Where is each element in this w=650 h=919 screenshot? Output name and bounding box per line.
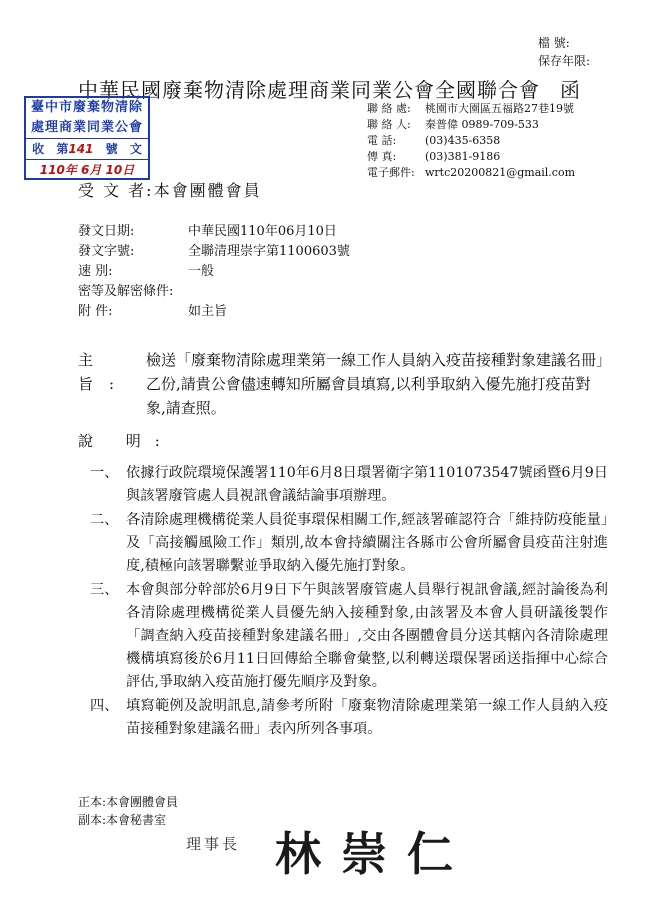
original-value: 本會團體會員 bbox=[106, 795, 179, 809]
retention-label: 保存年限: bbox=[537, 54, 590, 68]
subject bbox=[78, 348, 608, 420]
item-text: 各清除處理機構從業人員從事環保相關工作,經該署確認符合「維持防疫能量」及「高接觸風險工作」類別,故本會持續關注各縣市公會所屬會員疫苗注射進度,積極向該署聯繫並爭取納入優先施打對象。 bbox=[126, 512, 608, 574]
file-no-label: 檔 號: bbox=[537, 36, 570, 50]
address-label: 聯 絡 處: bbox=[367, 102, 411, 115]
stamp-no-value: 141 bbox=[68, 142, 94, 156]
explanation-list bbox=[90, 462, 608, 742]
item-number: 二、 bbox=[90, 512, 119, 528]
explanation-item bbox=[90, 509, 608, 578]
meta-value: 全聯清理崇字第1100603號 bbox=[188, 244, 350, 259]
fax-label: 傳 真: bbox=[367, 150, 397, 163]
stamp-line2: 處理商業同業公會 bbox=[30, 120, 143, 135]
explanation-item bbox=[90, 579, 608, 694]
meta-value: 一般 bbox=[188, 264, 215, 279]
person-label: 聯 絡 人: bbox=[367, 118, 411, 131]
stamp-number-row bbox=[26, 138, 148, 159]
phone-label: 電 話: bbox=[367, 134, 397, 147]
contact-block bbox=[367, 101, 575, 181]
item-number: 一、 bbox=[90, 465, 119, 481]
meta-label: 附 件: bbox=[78, 304, 113, 319]
item-text: 依據行政院環境保護署110年6月8日環署衛字第1101073547號函暨6月9日與該署廢管處人員視訊會議結論事項辦理。 bbox=[126, 465, 608, 504]
recipient-label: 受 文 者: bbox=[78, 181, 154, 200]
meta-row bbox=[78, 282, 350, 302]
explanation-item bbox=[90, 695, 608, 741]
item-number: 三、 bbox=[90, 582, 119, 598]
subject-text: 檢送「廢棄物清除處理業第一線工作人員納入疫苗接種對象建議名冊」乙份,請貴公會儘速轉知所屬會員填寫,以利爭取納入優先施打疫苗對象,請查照。 bbox=[146, 351, 604, 417]
explanation-label: 說 明: bbox=[78, 432, 174, 450]
person-value: 秦普偉 0989-709-533 bbox=[425, 118, 539, 131]
recipient-value: 本會團體會員 bbox=[153, 181, 262, 200]
meta-label: 發文日期: bbox=[78, 224, 135, 239]
item-number: 四、 bbox=[90, 698, 119, 714]
org-name: 中華民國廢棄物清除處理商業同業公會全國聯合會 bbox=[78, 78, 540, 102]
distribution bbox=[78, 793, 178, 829]
stamp-line1: 臺中市廢棄物清除 bbox=[30, 100, 143, 115]
file-meta bbox=[538, 34, 590, 70]
meta-value: 如主旨 bbox=[188, 304, 228, 319]
stamp-no-suffix: 號 bbox=[105, 142, 118, 156]
stamp-recv: 收 bbox=[32, 142, 45, 156]
meta-label: 密等及解密條件: bbox=[78, 284, 174, 299]
phone-value: (03)435-6358 bbox=[425, 134, 501, 147]
original-label: 正本: bbox=[78, 795, 107, 809]
recipient bbox=[78, 178, 262, 201]
meta-label: 發文字號: bbox=[78, 244, 135, 259]
stamp-no-prefix: 第 bbox=[56, 142, 69, 156]
explanation-item bbox=[90, 462, 608, 508]
copy-value: 本會秘書室 bbox=[106, 813, 167, 827]
stamp-wen: 文 bbox=[129, 142, 142, 156]
org-title bbox=[78, 74, 581, 103]
email-label: 電子郵件: bbox=[367, 166, 415, 179]
meta-row bbox=[78, 222, 350, 242]
subject-label: 主 旨: bbox=[78, 351, 131, 393]
email-value: wrtc20200821@gmail.com bbox=[425, 166, 576, 179]
doc-type: 函 bbox=[560, 78, 581, 102]
item-text: 本會與部分幹部於6月9日下午與該署廢管處人員舉行視訊會議,經討論後為利各清除處理機構從業人員優先納入接種對象,由該署及本會人員研議後製作「調查納入疫苗接種對象建議名冊」,交由各團體會員分送其轄內各清除處理機構填寫後於6月11日回傳給全聯會彙整,以利轉送環保署函送指揮中心綜合評估,爭取納入疫苗施打優先順序及對象。 bbox=[126, 582, 608, 690]
fax-value: (03)381-9186 bbox=[425, 150, 501, 163]
address-value: 桃園市大園區五福路27巷19號 bbox=[425, 102, 574, 115]
copy-label: 副本: bbox=[78, 813, 107, 827]
item-text: 填寫範例及說明訊息,請參考所附「廢棄物清除處理業第一線工作人員納入疫苗接種對象建議名冊」表內所列各事項。 bbox=[126, 698, 608, 737]
meta-label: 速 別: bbox=[78, 264, 113, 279]
meta-row bbox=[78, 262, 350, 282]
meta-row bbox=[78, 302, 350, 322]
signature-name: 林崇仁 bbox=[275, 827, 473, 881]
meta-value: 中華民國110年06月10日 bbox=[188, 224, 337, 239]
stamp-date: 110年 6月 10日 bbox=[26, 159, 148, 180]
receipt-stamp bbox=[24, 96, 150, 180]
signature-title: 理事長 bbox=[186, 835, 241, 853]
meta-row bbox=[78, 242, 350, 262]
dispatch-meta bbox=[78, 222, 350, 322]
